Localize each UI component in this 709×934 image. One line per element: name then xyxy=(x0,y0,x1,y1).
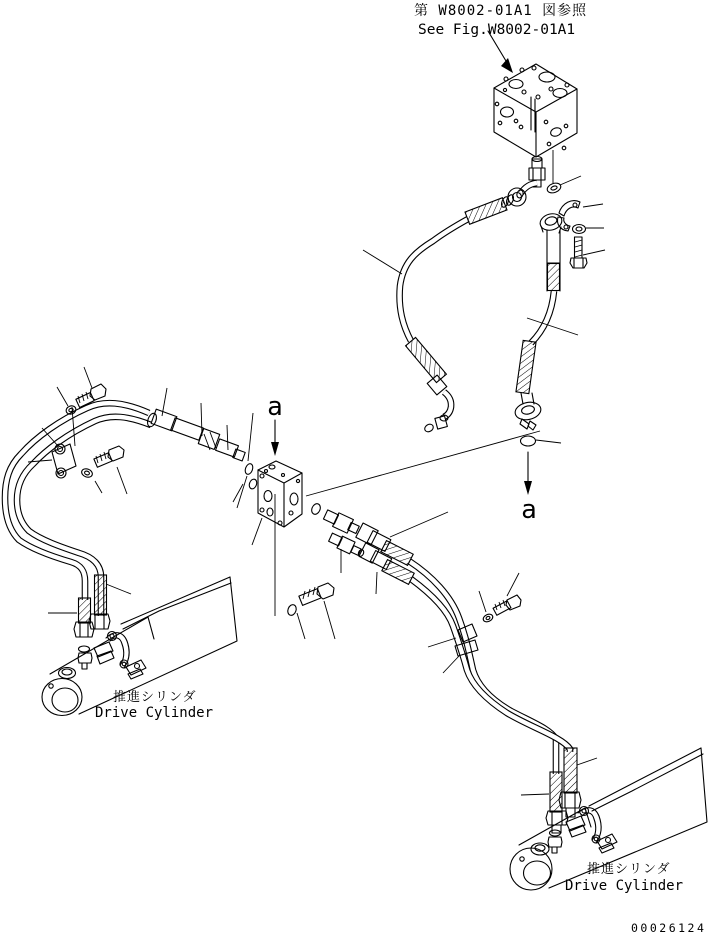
fittings-chain-right xyxy=(310,502,414,584)
section-letter-right: a xyxy=(521,495,537,525)
pipe-strap-clamp-left xyxy=(106,632,146,680)
cylinder-left-label-en: Drive Cylinder xyxy=(95,705,214,721)
split-flange-clamp xyxy=(557,201,580,231)
o-ring-top xyxy=(546,181,562,194)
hose1-end-fittings xyxy=(406,337,452,433)
hose-routes xyxy=(5,219,570,774)
left-tube-ends xyxy=(74,575,114,669)
flanged-tube-right xyxy=(514,211,564,430)
reference-label xyxy=(414,3,587,38)
cylinder-right-label-en: Drive Cylinder xyxy=(565,878,684,894)
section-marker-right xyxy=(521,436,537,525)
tube-clamp-left xyxy=(52,444,124,479)
pipe-strap-clamp-right xyxy=(578,807,617,854)
valve-block-ports xyxy=(495,66,569,150)
cylinder-left-label-jp: 推進シリンダ xyxy=(113,690,197,705)
drawing-number: 00026124 xyxy=(631,921,707,934)
valve-block xyxy=(494,64,577,157)
manifold-block xyxy=(258,461,302,527)
cylinder-left-label xyxy=(95,689,213,721)
cylinder-right-label-jp: 推進シリンダ xyxy=(587,862,671,877)
washer-top-right xyxy=(573,225,586,234)
section-marker-center xyxy=(267,392,283,456)
cylinder-right-label xyxy=(565,861,683,894)
section-letter-center: a xyxy=(267,392,283,422)
reference-label-jp: 第 W8002-01A1 図参照 xyxy=(414,3,588,19)
bolt-top-right xyxy=(570,237,587,268)
reference-label-en: See Fig.W8002-01A1 xyxy=(418,22,576,38)
